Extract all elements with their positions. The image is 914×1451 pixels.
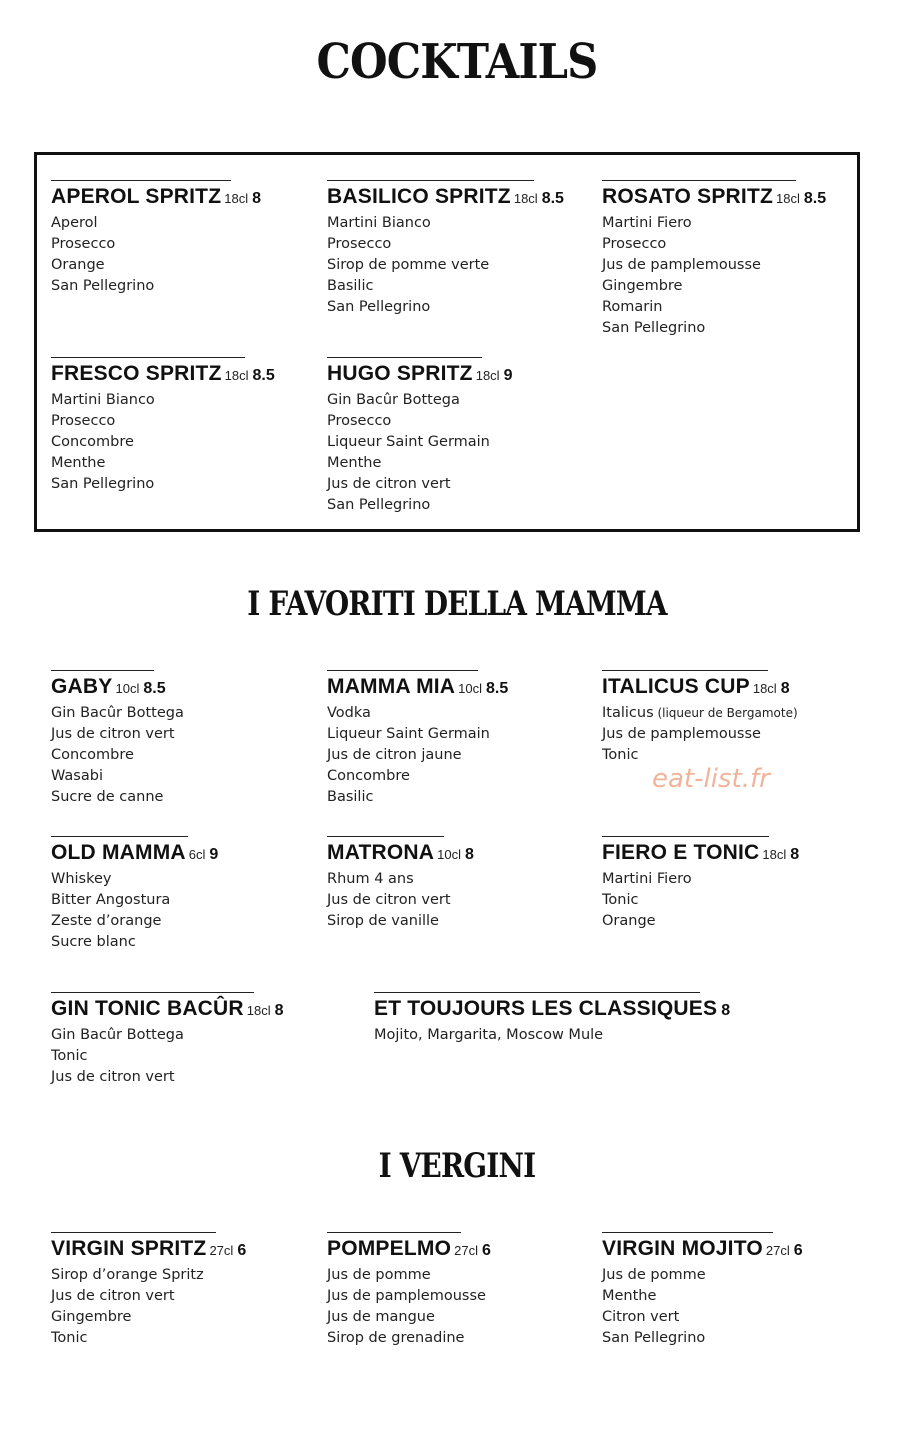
watermark-text: eat-list.fr xyxy=(652,764,770,794)
ingredient-text: Orange xyxy=(51,257,105,273)
ingredient-text: Menthe xyxy=(602,1288,657,1304)
ingredient-text: Menthe xyxy=(327,455,382,471)
ingredient xyxy=(51,745,184,766)
item-price: 8.5 xyxy=(486,680,509,697)
item-header xyxy=(602,187,826,209)
ingredient xyxy=(327,869,474,890)
item-volume: 18cl xyxy=(752,681,777,696)
item-rule xyxy=(602,670,768,671)
ingredient xyxy=(327,1328,491,1349)
item-name: VIRGIN SPRITZ xyxy=(51,1237,207,1260)
item-name: GIN TONIC BACÛR xyxy=(51,997,244,1020)
ingredient-text: Concombre xyxy=(327,768,410,784)
ingredient-text: Zeste d’orange xyxy=(51,913,162,929)
item-name: VIRGIN MOJITO xyxy=(602,1237,763,1260)
section-title-cocktails: COCKTAILS xyxy=(316,34,598,90)
ingredient-text: Tonic xyxy=(602,747,639,763)
menu-item xyxy=(51,180,261,297)
ingredient-text: Wasabi xyxy=(51,768,103,784)
ingredient-text: Jus de citron vert xyxy=(51,1069,175,1085)
ingredient-text: Whiskey xyxy=(51,871,112,887)
ingredient xyxy=(602,1265,803,1286)
ingredient xyxy=(374,1025,730,1046)
item-header xyxy=(327,187,564,209)
item-rule xyxy=(51,836,188,837)
ingredient-text: Gingembre xyxy=(602,278,683,294)
item-name: MATRONA xyxy=(327,841,435,864)
ingredient-text: Sucre de canne xyxy=(51,789,164,805)
item-header xyxy=(51,999,284,1021)
ingredient-text: Orange xyxy=(602,913,656,929)
ingredient xyxy=(602,890,799,911)
ingredient-text: Aperol xyxy=(51,215,98,231)
ingredient xyxy=(602,276,826,297)
ingredient-text: Romarin xyxy=(602,299,663,315)
ingredient-list xyxy=(327,869,474,932)
ingredient-text: Jus de pamplemousse xyxy=(602,726,761,742)
item-rule xyxy=(327,180,534,181)
ingredient xyxy=(602,1286,803,1307)
ingredient-text: Concombre xyxy=(51,747,134,763)
ingredient xyxy=(51,276,261,297)
menu-item xyxy=(51,1232,246,1349)
item-volume: 27cl xyxy=(765,1243,790,1258)
ingredient xyxy=(51,890,218,911)
ingredient xyxy=(602,234,826,255)
ingredient xyxy=(327,766,508,787)
ingredient-text: Prosecco xyxy=(327,236,392,252)
ingredient-list xyxy=(327,1265,491,1349)
ingredient xyxy=(51,411,275,432)
ingredient xyxy=(327,234,564,255)
item-name: GABY xyxy=(51,675,113,698)
ingredient-text: San Pellegrino xyxy=(602,320,706,336)
item-header xyxy=(51,187,261,209)
ingredient-text: San Pellegrino xyxy=(602,1330,706,1346)
ingredient-text: Menthe xyxy=(51,455,106,471)
section-title-vergini: I VERGINI xyxy=(378,1146,536,1186)
item-volume: 18cl xyxy=(513,191,538,206)
ingredient xyxy=(602,724,798,745)
ingredient xyxy=(51,213,261,234)
ingredient xyxy=(327,724,508,745)
ingredient xyxy=(51,1265,246,1286)
ingredient-list xyxy=(327,213,564,318)
item-name: HUGO SPRITZ xyxy=(327,362,473,385)
menu-item xyxy=(602,670,798,766)
ingredient-list xyxy=(51,869,218,953)
ingredient-text: Jus de citron vert xyxy=(327,476,451,492)
item-name: MAMMA MIA xyxy=(327,675,456,698)
ingredient xyxy=(327,255,564,276)
menu-item xyxy=(51,670,184,808)
item-volume: 6cl xyxy=(188,847,206,862)
ingredient-text: Rhum 4 ans xyxy=(327,871,414,887)
ingredient xyxy=(51,703,184,724)
ingredient xyxy=(602,745,798,766)
ingredient-list xyxy=(374,1025,730,1046)
ingredient-list xyxy=(51,1265,246,1349)
item-price: 6 xyxy=(793,1242,803,1259)
ingredient xyxy=(51,1307,246,1328)
item-header xyxy=(602,1239,803,1261)
item-price: 9 xyxy=(503,367,513,384)
ingredient xyxy=(51,234,261,255)
item-name: FRESCO SPRITZ xyxy=(51,362,222,385)
ingredient xyxy=(327,297,564,318)
item-price: 9 xyxy=(209,846,219,863)
item-header xyxy=(327,677,508,699)
item-rule xyxy=(602,180,796,181)
ingredient xyxy=(327,1307,491,1328)
ingredient-list xyxy=(327,390,512,516)
section-title-favoriti: I FAVORITI DELLA MAMMA xyxy=(247,584,667,624)
ingredient xyxy=(51,474,275,495)
ingredient xyxy=(51,432,275,453)
ingredient xyxy=(327,890,474,911)
ingredient xyxy=(602,213,826,234)
ingredient-text: Gingembre xyxy=(51,1309,132,1325)
ingredient xyxy=(51,724,184,745)
ingredient xyxy=(327,1265,491,1286)
ingredient xyxy=(327,911,474,932)
ingredient xyxy=(51,911,218,932)
item-price: 8 xyxy=(274,1002,284,1019)
ingredient-text: Italicus xyxy=(602,705,654,721)
item-price: 8 xyxy=(780,680,790,697)
item-price: 8 xyxy=(465,846,474,863)
item-volume: 18cl xyxy=(224,191,249,206)
ingredient xyxy=(51,390,275,411)
item-name: FIERO E TONIC xyxy=(602,841,760,864)
item-name: ITALICUS CUP xyxy=(602,675,750,698)
ingredient xyxy=(602,297,826,318)
item-header xyxy=(602,843,799,865)
ingredient-text: San Pellegrino xyxy=(327,497,431,513)
item-price: 8 xyxy=(721,1002,731,1019)
ingredient-text: San Pellegrino xyxy=(51,278,155,294)
item-price: 8 xyxy=(790,846,800,863)
item-volume: 10cl xyxy=(458,681,483,696)
item-volume: 18cl xyxy=(224,368,249,383)
ingredient-text: Martini Bianco xyxy=(51,392,155,408)
item-rule xyxy=(374,992,700,993)
ingredient-list xyxy=(602,869,799,932)
item-rule xyxy=(327,836,444,837)
item-price: 8.5 xyxy=(541,190,564,207)
item-price: 6 xyxy=(481,1242,491,1259)
ingredient-list xyxy=(602,213,826,339)
ingredient xyxy=(51,255,261,276)
ingredient-list xyxy=(51,1025,284,1088)
ingredient-text: Gin Bacûr Bottega xyxy=(51,1027,184,1043)
ingredient-list xyxy=(51,703,184,808)
ingredient-text: Jus de citron vert xyxy=(51,1288,175,1304)
ingredient-note: (liqueur de Bergamote) xyxy=(653,706,798,720)
menu-item xyxy=(602,1232,803,1349)
menu-item xyxy=(602,180,826,339)
ingredient-text: Sirop d’orange Spritz xyxy=(51,1267,204,1283)
item-price: 8 xyxy=(252,190,261,207)
ingredient-text: Prosecco xyxy=(51,413,116,429)
ingredient xyxy=(327,474,512,495)
ingredient-text: Prosecco xyxy=(51,236,116,252)
ingredient-text: Jus de citron vert xyxy=(327,892,451,908)
ingredient-text: Gin Bacûr Bottega xyxy=(327,392,460,408)
ingredient xyxy=(51,1286,246,1307)
ingredient-text: Concombre xyxy=(51,434,134,450)
item-volume: 18cl xyxy=(762,847,787,862)
ingredient-text: Bitter Angostura xyxy=(51,892,171,908)
menu-item xyxy=(327,357,512,516)
ingredient-list xyxy=(51,213,261,297)
ingredient-text: Sirop de grenadine xyxy=(327,1330,465,1346)
item-volume: 27cl xyxy=(454,1243,478,1258)
ingredient-list xyxy=(51,390,275,495)
item-rule xyxy=(51,992,254,993)
item-rule xyxy=(51,670,154,671)
ingredient xyxy=(327,213,564,234)
ingredient xyxy=(602,869,799,890)
ingredient xyxy=(51,1328,246,1349)
item-rule xyxy=(51,1232,216,1233)
ingredient xyxy=(327,411,512,432)
ingredient xyxy=(327,745,508,766)
ingredient xyxy=(51,932,218,953)
ingredient-text: Basilic xyxy=(327,789,374,805)
ingredient-text: Prosecco xyxy=(327,413,392,429)
ingredient-text: Sucre blanc xyxy=(51,934,136,950)
ingredient-text: Martini Fiero xyxy=(602,871,692,887)
ingredient-list xyxy=(602,1265,803,1349)
item-price: 8.5 xyxy=(803,190,827,207)
item-price: 8.5 xyxy=(143,680,166,697)
ingredient-text: Jus de pamplemousse xyxy=(327,1288,486,1304)
item-name: ET TOUJOURS LES CLASSIQUES xyxy=(374,997,718,1020)
ingredient-text: Jus de citron vert xyxy=(51,726,175,742)
ingredient-text: Liqueur Saint Germain xyxy=(327,726,490,742)
menu-item xyxy=(327,180,564,318)
item-volume: 10cl xyxy=(115,681,140,696)
ingredient-text: Sirop de vanille xyxy=(327,913,439,929)
menu-item xyxy=(374,992,730,1046)
ingredient-text: Tonic xyxy=(51,1330,88,1346)
ingredient xyxy=(327,432,512,453)
item-header xyxy=(327,1239,491,1261)
item-rule xyxy=(327,670,478,671)
ingredient xyxy=(602,911,799,932)
item-name: APEROL SPRITZ xyxy=(51,185,222,208)
ingredient-text: Jus de pamplemousse xyxy=(602,257,761,273)
ingredient-list xyxy=(327,703,508,808)
ingredient-text: San Pellegrino xyxy=(327,299,431,315)
item-header xyxy=(602,677,798,699)
ingredient xyxy=(51,1025,284,1046)
item-name: OLD MAMMA xyxy=(51,841,186,864)
ingredient-list xyxy=(602,703,798,766)
menu-item xyxy=(327,670,508,808)
item-volume: 18cl xyxy=(475,368,500,383)
item-header xyxy=(51,677,184,699)
ingredient-text: Martini Fiero xyxy=(602,215,692,231)
ingredient xyxy=(602,703,798,724)
ingredient-text: Jus de citron jaune xyxy=(327,747,462,763)
menu-item xyxy=(51,357,275,495)
item-rule xyxy=(327,357,482,358)
menu-item xyxy=(327,1232,491,1349)
ingredient-text: Jus de mangue xyxy=(327,1309,435,1325)
ingredient-text: Tonic xyxy=(51,1048,88,1064)
item-rule xyxy=(327,1232,461,1233)
ingredient xyxy=(602,1307,803,1328)
ingredient xyxy=(602,1328,803,1349)
item-volume: 27cl xyxy=(209,1243,234,1258)
ingredient xyxy=(327,390,512,411)
item-volume: 10cl xyxy=(437,847,462,862)
item-header xyxy=(327,843,474,865)
item-name: BASILICO SPRITZ xyxy=(327,185,511,208)
ingredient xyxy=(602,255,826,276)
menu-item xyxy=(602,836,799,932)
ingredient xyxy=(327,276,564,297)
menu-item xyxy=(51,992,284,1088)
item-header xyxy=(327,364,512,386)
ingredient xyxy=(327,495,512,516)
ingredient xyxy=(327,787,508,808)
ingredient xyxy=(51,453,275,474)
ingredient xyxy=(51,1067,284,1088)
item-rule xyxy=(51,357,245,358)
ingredient-text: San Pellegrino xyxy=(51,476,155,492)
item-header xyxy=(51,1239,246,1261)
ingredient xyxy=(327,703,508,724)
menu-item xyxy=(51,836,218,953)
ingredient-text: Jus de pomme xyxy=(602,1267,706,1283)
ingredient-text: Jus de pomme xyxy=(327,1267,431,1283)
ingredient-text: Vodka xyxy=(327,705,371,721)
ingredient-text: Tonic xyxy=(602,892,639,908)
ingredient-text: Gin Bacûr Bottega xyxy=(51,705,184,721)
ingredient xyxy=(51,869,218,890)
item-volume: 18cl xyxy=(776,191,800,206)
item-name: ROSATO SPRITZ xyxy=(602,185,773,208)
item-header xyxy=(374,999,730,1021)
ingredient-text: Liqueur Saint Germain xyxy=(327,434,490,450)
item-price: 6 xyxy=(237,1242,247,1259)
ingredient xyxy=(327,1286,491,1307)
ingredient-text: Basilic xyxy=(327,278,374,294)
ingredient-text: Martini Bianco xyxy=(327,215,431,231)
ingredient-text: Sirop de pomme verte xyxy=(327,257,490,273)
item-name: POMPELMO xyxy=(327,1237,452,1260)
ingredient-text: Mojito, Margarita, Moscow Mule xyxy=(374,1027,604,1043)
item-rule xyxy=(602,836,769,837)
ingredient xyxy=(51,1046,284,1067)
ingredient-text: Prosecco xyxy=(602,236,667,252)
ingredient xyxy=(327,453,512,474)
item-rule xyxy=(602,1232,773,1233)
ingredient xyxy=(51,766,184,787)
item-rule xyxy=(51,180,231,181)
ingredient-text: Citron vert xyxy=(602,1309,680,1325)
ingredient xyxy=(51,787,184,808)
ingredient xyxy=(602,318,826,339)
item-header xyxy=(51,843,218,865)
item-price: 8.5 xyxy=(252,367,275,384)
item-header xyxy=(51,364,275,386)
menu-item xyxy=(327,836,474,932)
item-volume: 18cl xyxy=(246,1003,271,1018)
